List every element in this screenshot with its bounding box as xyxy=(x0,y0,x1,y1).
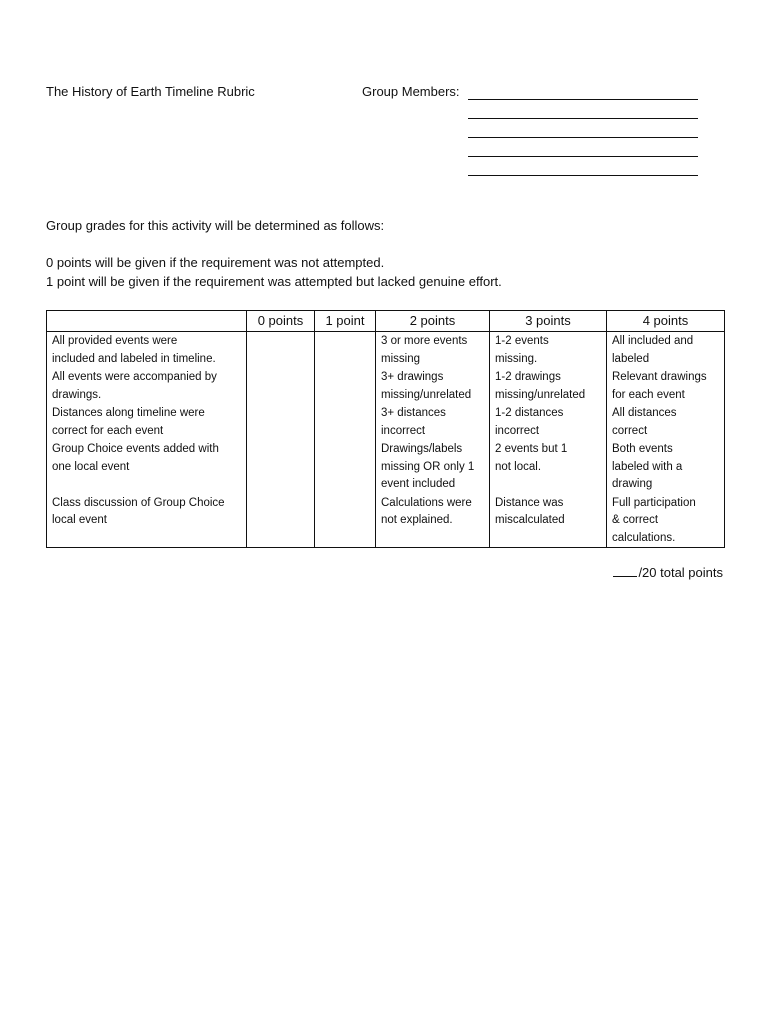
group-member-line-2 xyxy=(468,118,698,119)
cell-1-point xyxy=(315,440,376,494)
cell-text-line: not explained. xyxy=(381,514,453,526)
cell-0-points xyxy=(247,404,315,440)
rubric-row xyxy=(47,440,725,494)
cell-2-points xyxy=(376,404,490,440)
cell-text-line: calculations. xyxy=(612,531,676,544)
cell-0-points xyxy=(247,440,315,494)
group-member-line-1 xyxy=(468,99,698,100)
cell-text-line: 3+ drawings xyxy=(381,371,444,383)
cell-3-points xyxy=(490,332,607,369)
cell-text-line: Distances along timeline were xyxy=(52,407,205,419)
cell-text-line: not local. xyxy=(495,460,542,473)
cell-text-line: one local event xyxy=(52,460,130,473)
cell-3-points xyxy=(490,440,607,494)
cell-text-line: local event xyxy=(52,514,107,526)
cell-1-point xyxy=(315,404,376,440)
cell-2-points xyxy=(376,368,490,404)
cell-text-line: missing/unrelated xyxy=(381,388,472,401)
cell-4-points xyxy=(607,494,725,548)
group-member-line-4 xyxy=(468,156,698,157)
cell-2-points xyxy=(376,440,490,494)
criterion-cell xyxy=(47,404,247,440)
rubric-table xyxy=(46,310,725,548)
criterion-cell xyxy=(47,494,247,548)
cell-4-points xyxy=(607,404,725,440)
rubric-row xyxy=(47,404,725,440)
cell-text-line: incorrect xyxy=(495,424,540,437)
cell-text-line: missing. xyxy=(495,352,538,365)
cell-text-line: correct for each event xyxy=(52,424,164,437)
cell-text-line: 1-2 distances xyxy=(495,407,564,419)
cell-3-points xyxy=(490,368,607,404)
criterion-cell xyxy=(47,440,247,494)
cell-text-line: drawings. xyxy=(52,388,102,401)
cell-text-line: All events were accompanied by xyxy=(52,371,217,383)
cell-text-line: 3+ distances xyxy=(381,407,446,419)
cell-text-line: miscalculated xyxy=(495,514,565,526)
cell-text-line: Distance was xyxy=(495,496,564,509)
cell-2-points xyxy=(376,494,490,548)
cell-0-points xyxy=(247,368,315,404)
cell-text-line: 3 or more events xyxy=(381,335,468,347)
cell-3-points xyxy=(490,494,607,548)
intro-line-3: 1 point will be given if the requirement was attempted but lacked genuine effort. xyxy=(46,274,502,289)
cell-1-point xyxy=(315,368,376,404)
cell-4-points xyxy=(607,332,725,369)
intro-line-1: Group grades for this activity will be determined as follows: xyxy=(46,218,385,233)
header-1-point: 1 point xyxy=(315,311,376,332)
cell-text-line: correct xyxy=(612,424,648,437)
total-points: /20 total points xyxy=(613,565,723,580)
cell-text-line: 1-2 drawings xyxy=(495,371,561,383)
rubric-row xyxy=(47,494,725,548)
cell-text-line: & correct xyxy=(612,514,659,526)
cell-text-line: Class discussion of Group Choice xyxy=(52,496,225,509)
cell-text-line: Calculations were xyxy=(381,496,472,509)
cell-text-line: All provided events were xyxy=(52,335,178,347)
cell-text-line: Group Choice events added with xyxy=(52,443,219,455)
cell-text-line: Drawings/labels xyxy=(381,443,463,455)
header-3-points: 3 points xyxy=(490,311,607,332)
cell-text-line: Relevant drawings xyxy=(612,371,707,383)
cell-4-points xyxy=(607,368,725,404)
cell-text-line: drawing xyxy=(612,478,653,490)
criterion-cell xyxy=(47,368,247,404)
cell-3-points xyxy=(490,404,607,440)
cell-0-points xyxy=(247,332,315,369)
cell-text-line: event included xyxy=(381,478,456,490)
cell-1-point xyxy=(315,494,376,548)
rubric-row xyxy=(47,368,725,404)
cell-text-line: Full participation xyxy=(612,496,696,509)
intro-line-2: 0 points will be given if the requirement was not attempted. xyxy=(46,255,385,270)
cell-1-point xyxy=(315,332,376,369)
cell-text-line: missing/unrelated xyxy=(495,388,586,401)
group-members-label: Group Members: xyxy=(362,84,460,99)
cell-4-points xyxy=(607,440,725,494)
cell-text-line: 2 events but 1 xyxy=(495,443,568,455)
cell-text-line: included and labeled in timeline. xyxy=(52,352,216,365)
header-criterion xyxy=(47,311,247,332)
rubric-row xyxy=(47,332,725,369)
cell-text-line: labeled xyxy=(612,352,650,365)
cell-0-points xyxy=(247,494,315,548)
cell-text-line: All included and xyxy=(612,335,694,347)
group-member-line-3 xyxy=(468,137,698,138)
header-2-points: 2 points xyxy=(376,311,490,332)
criterion-cell xyxy=(47,332,247,369)
cell-text-line: labeled with a xyxy=(612,460,683,473)
total-score-blank xyxy=(613,565,637,577)
cell-text-line: incorrect xyxy=(381,424,426,437)
cell-text-line: All distances xyxy=(612,407,677,419)
header-4-points: 4 points xyxy=(607,311,725,332)
rubric-header-row xyxy=(47,311,725,332)
cell-text-line: for each event xyxy=(612,388,685,401)
header-0-points: 0 points xyxy=(247,311,315,332)
group-member-line-5 xyxy=(468,175,698,176)
cell-text-line: missing xyxy=(381,352,420,365)
cell-text-line: 1-2 events xyxy=(495,335,549,347)
cell-2-points xyxy=(376,332,490,369)
cell-text-line: missing OR only 1 xyxy=(381,460,475,473)
cell-text-line: Both events xyxy=(612,443,673,455)
page-title: The History of Earth Timeline Rubric xyxy=(46,84,255,99)
